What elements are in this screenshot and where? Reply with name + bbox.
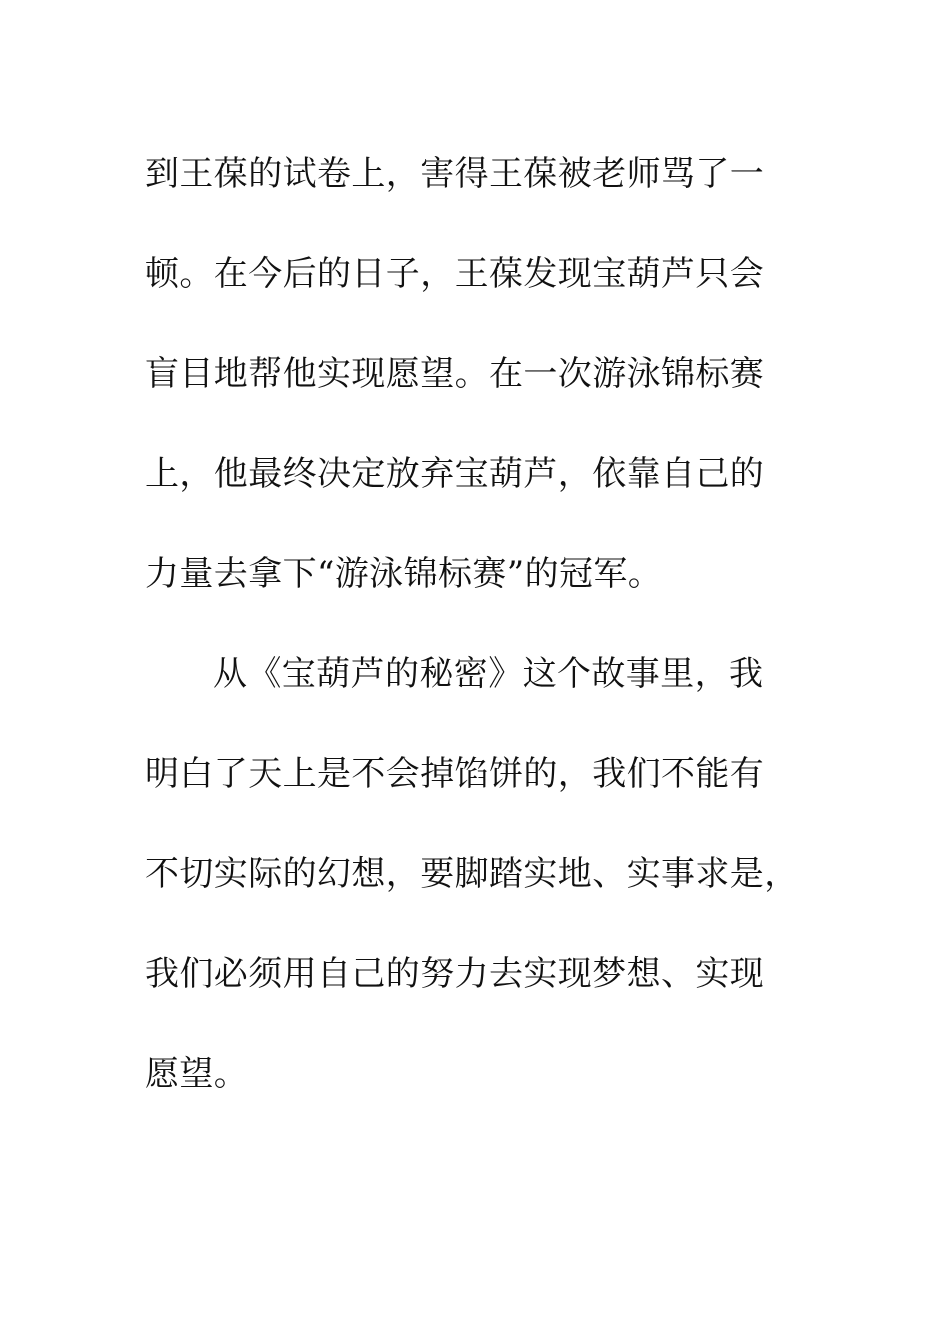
text-line: 我们必须用自己的努力去实现梦想、实现	[145, 954, 765, 994]
text-line: 力量去拿下“游泳锦标赛”的冠军。	[145, 554, 663, 594]
text-line: 到王葆的试卷上，害得王葆被老师骂了一	[145, 154, 765, 194]
text-line: 上，他最终决定放弃宝葫芦，依靠自己的	[145, 454, 765, 494]
text-line: 盲目地帮他实现愿望。在一次游泳锦标赛	[145, 354, 765, 394]
text-line: 顿。在今后的日子，王葆发现宝葫芦只会	[145, 254, 765, 294]
text-line: 明白了天上是不会掉馅饼的，我们不能有	[145, 754, 765, 794]
paragraph-first-line: 从《宝葫芦的秘密》这个故事里，我	[213, 654, 764, 694]
text-line: 愿望。	[145, 1054, 249, 1094]
text-line: 不切实际的幻想，要脚踏实地、实事求是，	[145, 854, 799, 894]
body-text	[145, 124, 805, 1124]
